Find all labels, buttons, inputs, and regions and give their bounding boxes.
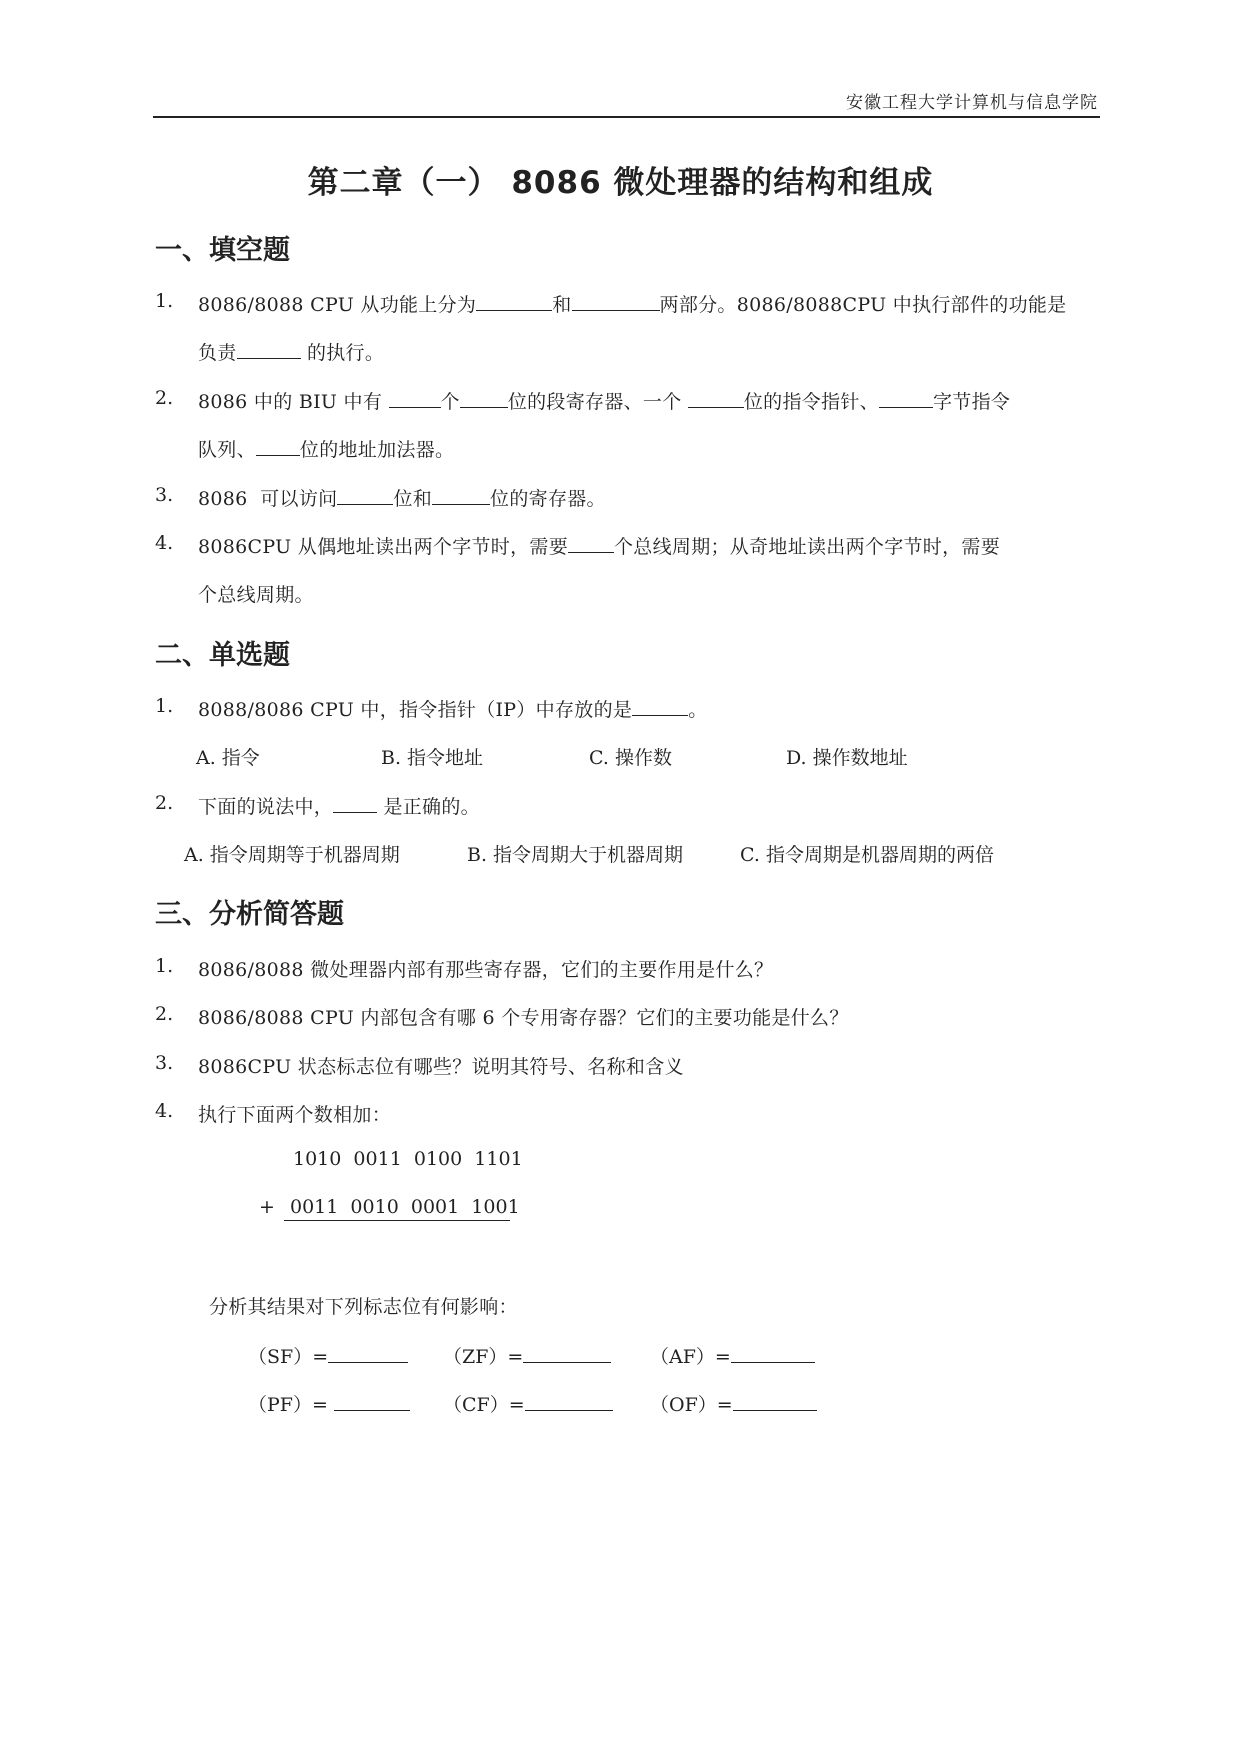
page-title: 第二章（一） 8086 微处理器的结构和组成 — [307, 165, 934, 201]
answer-blank[interactable] — [731, 1344, 815, 1363]
question-text: 8086 可以访问 位和 位的寄存器。 — [198, 488, 606, 510]
question-number: 4. — [155, 532, 174, 554]
answer-blank[interactable] — [337, 486, 393, 505]
section-heading-single-choice: 二、单选题 — [155, 640, 290, 671]
section-heading-fill-blank: 一、填空题 — [155, 235, 290, 266]
answer-blank[interactable] — [525, 1392, 613, 1411]
plus-sign: + — [259, 1196, 275, 1218]
answer-blank[interactable] — [334, 1392, 410, 1411]
option-c[interactable]: C. 指令周期是机器周期的两倍 — [740, 844, 994, 866]
page-header — [153, 82, 1100, 118]
answer-blank[interactable] — [688, 389, 744, 408]
option-b[interactable]: B. 指令地址 — [381, 747, 484, 769]
option-d[interactable]: D. 操作数地址 — [786, 747, 908, 769]
question-number: 3. — [155, 1052, 174, 1074]
binary-operand-2: 0011 0010 0001 1001 — [284, 1196, 510, 1221]
header-text: 安徽工程大学计算机与信息学院 — [846, 93, 1098, 113]
question-number: 1. — [155, 290, 174, 312]
answer-blank[interactable] — [476, 292, 552, 311]
option-a[interactable]: A. 指令 — [196, 747, 260, 769]
question-text: 8086/8088 CPU 从功能上分为 和 两部分。8086/8088CPU 中执行部件的功能是 — [198, 294, 1067, 316]
section-heading-short-answer: 三、分析简答题 — [155, 899, 344, 930]
flag-sf: （SF）= — [248, 1342, 408, 1369]
analysis-prompt: 分析其结果对下列标志位有何影响： — [209, 1296, 518, 1318]
question-number: 2. — [155, 387, 174, 409]
flag-zf: （ZF）= — [443, 1342, 611, 1369]
answer-blank[interactable] — [632, 697, 688, 716]
answer-blank[interactable] — [256, 437, 300, 456]
question-text-continued: 负责 的执行。 — [198, 342, 385, 364]
option-c[interactable]: C. 操作数 — [589, 747, 672, 769]
answer-blank[interactable] — [523, 1344, 611, 1363]
answer-blank[interactable] — [879, 389, 933, 408]
question-text-continued: 队列、 位的地址加法器。 — [198, 439, 455, 461]
option-a[interactable]: A. 指令周期等于机器周期 — [184, 844, 400, 866]
flag-af: （AF）= — [650, 1342, 815, 1369]
question-number: 2. — [155, 792, 174, 814]
question-text: 8086/8088 微处理器内部有那些寄存器，它们的主要作用是什么？ — [198, 959, 774, 981]
question-text-continued: 个总线周期。 — [198, 584, 314, 606]
answer-blank[interactable] — [432, 486, 490, 505]
question-number: 1. — [155, 695, 174, 717]
answer-blank[interactable] — [333, 794, 377, 813]
question-number: 1. — [155, 955, 174, 977]
question-number: 3. — [155, 484, 174, 506]
answer-blank[interactable] — [460, 389, 508, 408]
answer-blank[interactable] — [389, 389, 441, 408]
option-b[interactable]: B. 指令周期大于机器周期 — [467, 844, 684, 866]
question-text: 下面的说法中， 是正确的。 — [198, 796, 480, 818]
answer-blank[interactable] — [237, 340, 301, 359]
binary-operand-1: 1010 0011 0100 1101 — [293, 1148, 523, 1170]
question-text: 8086CPU 状态标志位有哪些？说明其符号、名称和含义 — [198, 1056, 684, 1078]
question-text: 执行下面两个数相加： — [198, 1104, 392, 1126]
answer-blank[interactable] — [733, 1392, 817, 1411]
question-text: 8088/8086 CPU 中，指令指针（IP）中存放的是 。 — [198, 699, 708, 721]
flag-pf: （PF）= — [248, 1390, 410, 1417]
flag-cf: （CF）= — [443, 1390, 613, 1417]
question-text: 8086 中的 BIU 中有 个 位的段寄存器、一个 位的指令指针、 字节指令 — [198, 391, 1011, 413]
flag-of: （OF）= — [650, 1390, 817, 1417]
answer-blank[interactable] — [328, 1344, 408, 1363]
question-number: 2. — [155, 1003, 174, 1025]
answer-blank[interactable] — [572, 292, 660, 311]
answer-blank[interactable] — [568, 534, 614, 553]
question-text: 8086CPU 从偶地址读出两个字节时，需要 个总线周期；从奇地址读出两个字节时，需要 — [198, 536, 1001, 558]
question-number: 4. — [155, 1100, 174, 1122]
question-text: 8086/8088 CPU 内部包含有哪 6 个专用寄存器？它们的主要功能是什么？ — [198, 1007, 849, 1029]
